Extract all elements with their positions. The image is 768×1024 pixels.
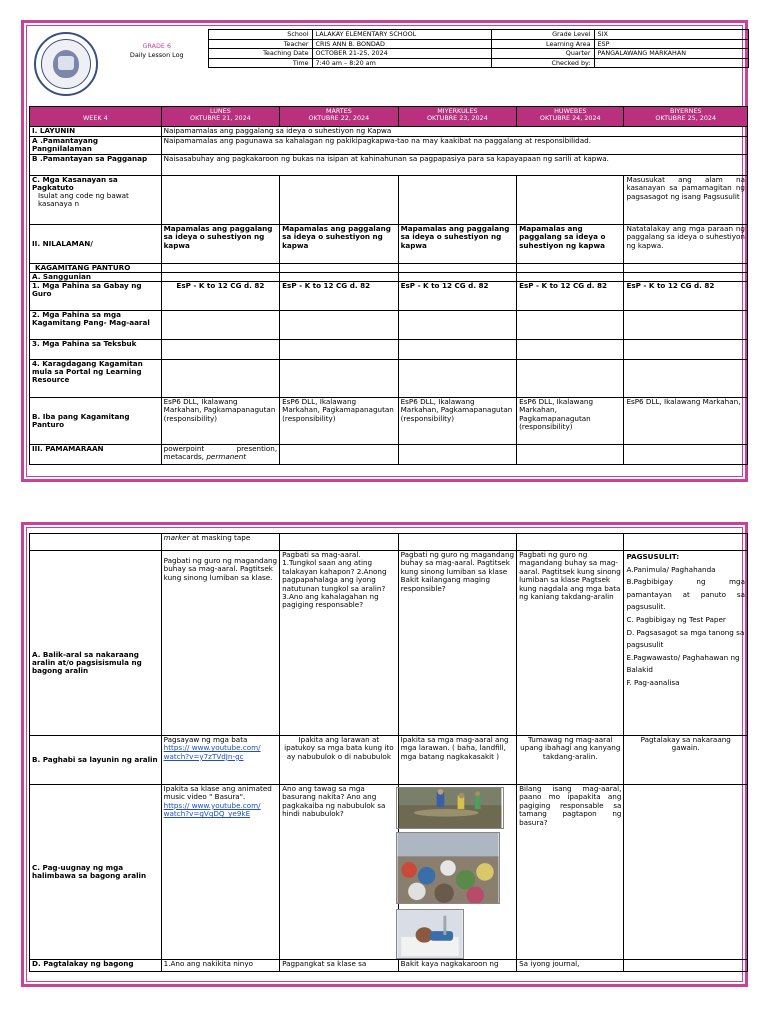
nilalaman-tuesday: Mapamalas ang paggalang sa ideya o suhestiyon ng kapwa — [280, 225, 398, 264]
pamamaraan-monday: powerpoint presention, metacards, permanent — [161, 445, 279, 465]
balik-aral-thursday: Pagbati ng guro ng magandang buhay sa mag-aaral. Pagtitsek kung sinong lumiban sa klase Pagtsek kung nagdala ang mga bata ng kaniang takdang-aralin — [517, 551, 624, 736]
kagamitang-pang-label: 2. Mga Pahina sa mga Kagamitang Pang- Mag-aaral — [30, 311, 162, 340]
quarter-label: Quarter — [491, 49, 594, 59]
iba-pang-monday: EsP6 DLL, Ikalawang Markahan, Pagkamapanagutan (responsibility) — [161, 398, 279, 445]
checked-by-label: Checked by: — [491, 58, 594, 68]
pagtalakay-wednesday: Bakit kaya nagkakaroon ng — [398, 960, 516, 972]
pagsusulit-item: E.Pagwawasto/ Paghahawan ng Balakid — [626, 652, 740, 675]
pagsusulit-item: C. Pagbibigay ng Test Paper — [626, 614, 726, 624]
lesson-table-page-1 — [29, 106, 748, 465]
logo-cell — [29, 30, 106, 96]
kasanayan-cell — [30, 176, 162, 225]
day-thursday: HUWEBES OKTUBRE 24, 2024 — [517, 107, 624, 127]
time-value: 7:40 am – 8:20 am — [312, 58, 491, 68]
iba-pang-wednesday: EsP6 DLL, Ikalawang Markahan, Pagkamapanagutan (responsibility) — [398, 398, 516, 445]
pagsusulit-item: A.Panimula/ Paghahanda — [626, 564, 716, 574]
gabay-friday: EsP - K to 12 CG d. 82 — [624, 282, 748, 311]
teaching-date-value: OCTOBER 21-25, 2024 — [312, 49, 491, 59]
pamantayang-pangnilalaman-label: A .Pamantayang Pangnilalaman — [30, 137, 162, 155]
balik-aral-tuesday: Pagbati sa mag-aaral. 1.Tungkol saan ang ating talakayan kahapon? 2.Anong pagpapahalaga ang iyong natutunan tungkol sa aralin? 3.Ano ang kahalagahan ng pagiging responsable? — [280, 551, 398, 736]
pagtalakay-thursday: Sa iyong journal, — [517, 960, 624, 972]
teacher-label: Teacher — [208, 39, 312, 49]
paguugnay-label: C. Pag-uugnay ng mga halimbawa sa bagong aralin — [30, 785, 162, 960]
pamantayan-pagganap-label: B .Pamantayan sa Pagganap — [30, 155, 162, 176]
paghahabi-thursday: Tumawag ng mag-aaral upang ibahagi ang kanyang takdang-aralin. — [517, 736, 624, 785]
paguugnay-thursday: Bilang isang mag-aaral, paano mo ipapakita ang pagiging responsable sa tamang pagtapon ng basura? — [517, 785, 624, 960]
gabay-wednesday: EsP - K to 12 CG d. 82 — [398, 282, 516, 311]
layunin-text: Naipamamalas ang paggalang sa ideya o suhestiyon ng Kapwa — [161, 127, 747, 137]
grade-level-label: Grade Level — [491, 30, 594, 40]
kasanayan-friday: Masusukat ang alam na kasanayan sa pamamagitan ng pagsasagot ng isang Pagsusulit — [624, 176, 748, 225]
school-label: School — [208, 30, 312, 40]
pamantayang-pangnilalaman-text: Naipamamalas ang pagunawa sa kahalagan ng pakikipagkapwa-tao na may kaakibat na paggalang at responsibilidad. — [161, 137, 747, 155]
balik-aral-monday: Pagbati ng guro ng magandang buhay sa mag-aaral. Pagtitsek kung sinong lumiban sa klase. — [161, 551, 279, 736]
school-value: LALAKAY ELEMENTARY SCHOOL — [312, 30, 491, 40]
gabay-thursday: EsP - K to 12 CG d. 82 — [517, 282, 624, 311]
grade-title: GRADE 6 — [142, 41, 172, 50]
iba-pang-thursday: EsP6 DLL, Ikalawang Markahan, Pagkamapanagutan (responsibility) — [517, 398, 624, 445]
flood-photo — [396, 787, 504, 829]
pagtalakay-tuesday: Pagpangkat sa klase sa — [280, 960, 398, 972]
pagtalakay-monday: 1.Ano ang nakikita ninyo — [161, 960, 279, 972]
paghahabi-tuesday: Ipakita ang larawan at ipatukoy sa mga bata kung ito ay nabubulok o di nabubulok — [280, 736, 398, 785]
gabay-monday: EsP - K to 12 CG d. 82 — [161, 282, 279, 311]
paguugnay-tuesday: Ano ang tawag sa mga basurang nakita? Ano ang pagkakaiba ng nabubulok sa hindi nabubulok? — [280, 785, 398, 960]
youtube-link-1[interactable]: https:// www.youtube.com/ watch?v=y7zTVdJn-gc — [163, 743, 261, 761]
gabay-label: 1. Mga Pahina sa Gabay ng Guro — [30, 282, 162, 311]
nilalaman-thursday: Mapamalas ang paggalang sa ideya o suhestiyon ng kapwa — [517, 225, 624, 264]
day-tuesday: MARTES OKTUBRE 22, 2024 — [280, 107, 398, 127]
day-friday: BIYERNES OKTUBRE 25, 2024 — [624, 107, 748, 127]
marker-cell: marker at masking tape — [161, 534, 279, 551]
iba-pang-tuesday: EsP6 DLL, Ikalawang Markahan, Pagkamapanagutan (responsibility) — [280, 398, 398, 445]
nilalaman-wednesday: Mapamalas ang paggalang sa ideya o suhestiyon ng kapwa — [398, 225, 516, 264]
pagsusulit-title: PAGSUSULIT: — [626, 552, 680, 561]
kagamitan-label: KAGAMITANG PANTURO — [30, 264, 162, 273]
quarter-value: PANGALAWANG MARKAHAN — [594, 49, 748, 59]
pagsusulit-item: B.Pagbibigay ng mga pamantayan at panuto sa pagsusulit. — [626, 577, 745, 612]
time-label: Time — [208, 58, 312, 68]
paghahabi-monday: Pagsayaw ng mga bata https:// www.youtube.com/ watch?v=y7zTVdJn-gc — [161, 736, 279, 785]
iba-pang-label: B. Iba pang Kagamitang Panturo — [30, 398, 162, 445]
paghahabi-wednesday: Ipakita sa mga mag-aaral ang mga larawan. ( baha, landfill, mga batang nagkakasakit ) — [398, 736, 516, 785]
pamamaraan-label: III. PAMAMARAAN — [30, 445, 162, 465]
teaching-date-label: Teaching Date — [208, 49, 312, 59]
sanggunian-label: A. Sanggunian — [30, 273, 162, 282]
learning-area-value: ESP — [594, 39, 748, 49]
sick-child-photo — [396, 909, 464, 959]
kasanayan-label: C. Mga Kasanayan sa Pagkatuto — [32, 175, 118, 192]
pagsusulit-item: F. Pag-aanalisa — [626, 677, 680, 687]
learning-area-label: Learning Area — [491, 39, 594, 49]
lesson-log-page-1 — [21, 20, 748, 482]
balik-aral-friday — [624, 551, 748, 736]
grade-level-value: SIX — [594, 30, 748, 40]
paguugnay-monday: Ipakita sa klase ang animated music video " Basura". https:// www.youtube.com/ watch?v=gVqDQ_ye9kE — [161, 785, 279, 960]
pamantayan-pagganap-text: Naisasabuhay ang pagkakaroon ng bukas na isipan at kahinahunan sa pagpapasiya para sa kapayapaan ng sarili at kapwa. — [161, 155, 747, 176]
title-cell — [106, 30, 208, 96]
paghahabi-label: B. Paghabi sa layunin ng aralin — [30, 736, 162, 785]
balik-aral-label: A. Balik-aral sa nakaraang aralin at/o pagsisismula ng bagong aralin — [30, 551, 162, 736]
paghahabi-friday: Pagtalakay sa nakaraang gawain. — [624, 736, 748, 785]
pagsusulit-item: D. Pagsasagot sa mga tanong sa pagsusulit — [626, 627, 745, 650]
nilalaman-friday: Natatalakay ang mga paraan ng paggalang sa ideya o suhestiyon ng kapwa. — [624, 225, 748, 264]
lesson-log-page-2 — [21, 522, 748, 987]
day-monday: LUNES OKTUBRE 21, 2024 — [161, 107, 279, 127]
layunin-label: I. LAYUNIN — [30, 127, 162, 137]
kasanayan-sub: Isulat ang code ng bawat kasanaya n — [38, 191, 129, 209]
week-label: WEEK 4 — [30, 107, 162, 127]
teksbuk-label: 3. Mga Pahina sa Teksbuk — [30, 340, 162, 360]
log-title: Daily Lesson Log — [129, 51, 184, 60]
karagdagang-label: 4. Karagdagang Kagamitan mula sa Portal ng Learning Resource — [30, 360, 162, 398]
nilalaman-label: II. NILALAMAN/ — [30, 225, 162, 264]
balik-aral-wednesday: Pagbati ng guro ng magandang buhay sa mag-aaral. Pagtitsek kung sinong lumiban sa klase Bakit kailangang maging responsible? — [398, 551, 516, 736]
landfill-photo — [396, 832, 500, 904]
day-wednesday: MIYERKULES OKTUBRE 23, 2024 — [398, 107, 516, 127]
header-table — [29, 29, 749, 96]
lesson-table-page-2 — [29, 533, 748, 972]
nilalaman-monday: Mapamalas ang paggalang sa ideya o suhestiyon ng kapwa — [161, 225, 279, 264]
youtube-link-2[interactable]: https:// www.youtube.com/ watch?v=gVqDQ_ye9kE — [163, 800, 261, 819]
iba-pang-friday: EsP6 DLL, Ikalawang Markahan, — [624, 398, 748, 445]
gabay-tuesday: EsP - K to 12 CG d. 82 — [280, 282, 398, 311]
teacher-value: CRIS ANN B. BONDAD — [312, 39, 491, 49]
pagtalakay-label: D. Pagtalakay ng bagong — [30, 960, 162, 972]
checked-by-value — [594, 58, 748, 68]
